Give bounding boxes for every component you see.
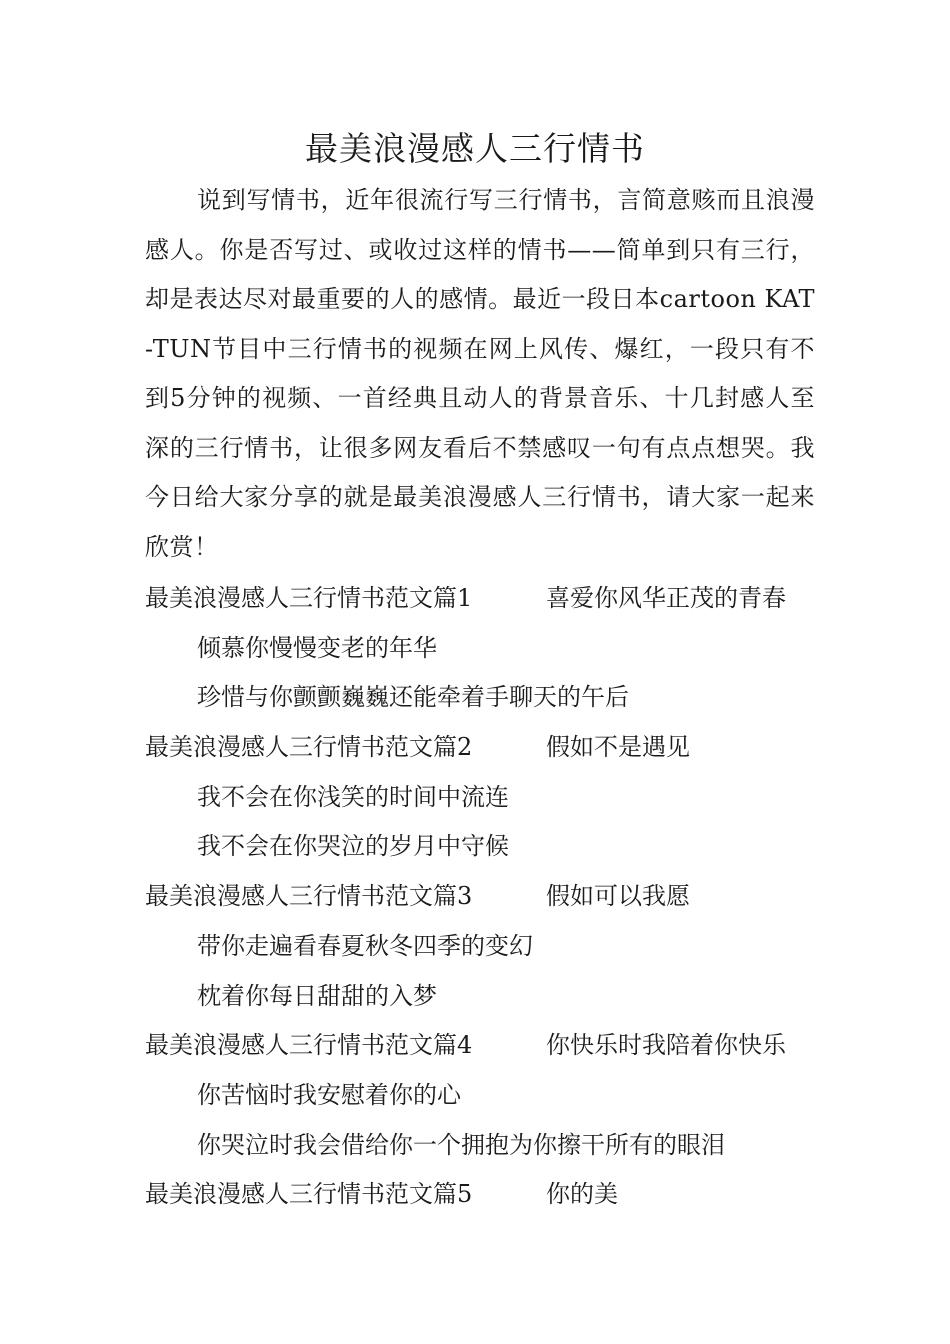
poem-4-line-2: 你苦恼时我安慰着你的心	[197, 1080, 461, 1109]
poem-5-label: 最美浪漫感人三行情书范文篇5	[145, 1180, 473, 1209]
intro-block	[145, 176, 815, 572]
poem-4-heading	[145, 1021, 845, 1071]
intro-paragraph: 说到写情书，近年很流行写三行情书，言简意赅而且浪漫感人。你是否写过、或收过这样的情书——简单到只有三行，却是表达尽对最重要的人的感情。最近一段日本cartoon KAT-TUN节目中三行情书的视频在网上风传、爆红，一段只有不到5分钟的视频、一首经典且动人的背景音乐、十几封感人至深的三行情书，让很多网友看后不禁感叹一句有点点想哭。我今日给大家分享的就是最美浪漫感人三行情书，请大家一起来欣赏！	[145, 186, 815, 561]
poem-3-line-2: 带你走遍看春夏秋冬四季的变幻	[197, 931, 533, 960]
poem-3-line-1: 假如可以我愿	[546, 882, 690, 911]
poem-1-line-3: 珍惜与你颤颤巍巍还能牵着手聊天的午后	[197, 683, 629, 712]
poem-4-label: 最美浪漫感人三行情书范文篇4	[145, 1031, 473, 1060]
poem-3-heading	[145, 872, 845, 922]
poem-list	[145, 574, 845, 1220]
poem-5-line-1: 你的美	[546, 1180, 618, 1209]
poem-1-line-2: 倾慕你慢慢变老的年华	[197, 633, 437, 662]
poem-2-line-2: 我不会在你浅笑的时间中流连	[197, 782, 509, 811]
poem-2-line-3: 我不会在你哭泣的岁月中守候	[197, 832, 509, 861]
poem-2-heading	[145, 723, 845, 773]
poem-1-line-1: 喜爱你风华正茂的青春	[546, 584, 786, 612]
poem-5-heading	[145, 1170, 845, 1220]
poem-3-label: 最美浪漫感人三行情书范文篇3	[145, 882, 473, 911]
poem-1-heading	[145, 574, 845, 624]
poem-1-label: 最美浪漫感人三行情书范文篇1	[145, 584, 473, 612]
poem-3-line-3: 枕着你每日甜甜的入梦	[197, 981, 437, 1010]
poem-2-line-1: 假如不是遇见	[546, 733, 690, 762]
poem-4-line-3: 你哭泣时我会借给你一个拥抱为你擦干所有的眼泪	[197, 1130, 725, 1159]
document-title: 最美浪漫感人三行情书	[305, 129, 645, 168]
poem-4-line-1: 你快乐时我陪着你快乐	[546, 1031, 786, 1060]
poem-2-label: 最美浪漫感人三行情书范文篇2	[145, 733, 473, 762]
